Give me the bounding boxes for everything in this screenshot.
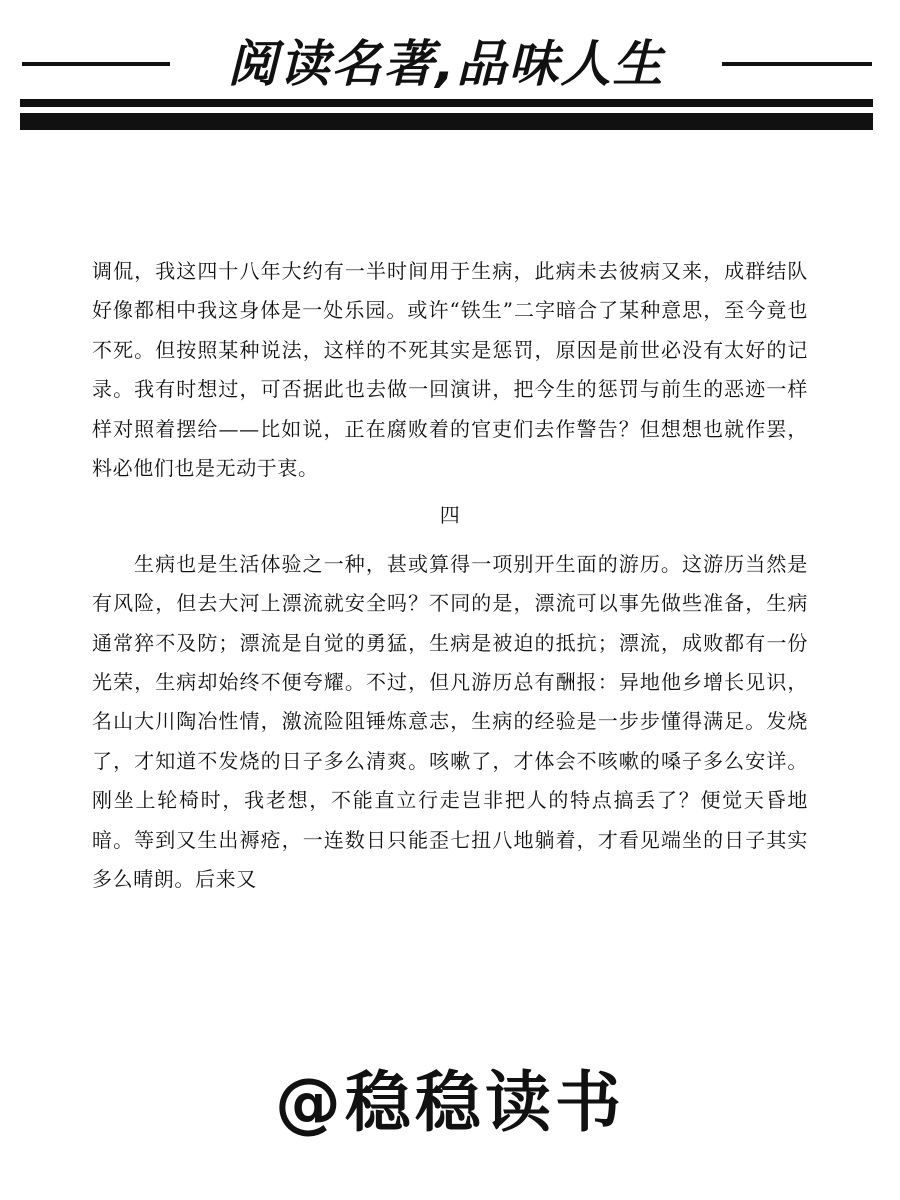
header-title: 阅读名著,品味人生 (227, 35, 665, 93)
page-header (0, 0, 900, 140)
article-body (92, 252, 808, 900)
header-thin-rule (20, 99, 873, 107)
section-number: 四 (439, 503, 461, 528)
header-right-line (722, 62, 872, 66)
author-watermark: @稳稳读书 (275, 1064, 625, 1141)
header-left-line (22, 62, 170, 66)
header-thick-rule (20, 113, 873, 130)
article-paragraph-2: 生病也是生活体验之一种，甚或算得一项别开生面的游历。这游历当然是有风险，但去大河上漂流就安全吗？不同的是，漂流可以事先做些准备，生病通常猝不及防；漂流是自觉的勇猛，生病是被迫的抵抗；漂流，成败都有一份光荣，生病却始终不便夸耀。不过，但凡游历总有酬报：异地他乡增长见识，名山大川陶冶性情，激流险阻锤炼意志，生病的经验是一步步懂得满足。发烧了，才知道不发烧的日子多么清爽。咳嗽了，才体会不咳嗽的嗓子多么安详。刚坐上轮椅时，我老想，不能直立行走岂非把人的特点搞丢了？便觉天昏地暗。等到又生出褥疮，一连数日只能歪七扭八地躺着，才看见端坐的日子其实多么晴朗。后来又 (92, 551, 808, 892)
article-paragraph-1: 调侃，我这四十八年大约有一半时间用于生病，此病未去彼病又来，成群结队好像都相中我这身体是一处乐园。或许“铁生”二字暗合了某种意思，至今竟也不死。但按照某种说法，这样的不死其实是惩罚，原因是前世必没有太好的记录。我有时想过，可否据此也去做一回演讲，把今生的惩罚与前生的恶迹一样样对照着摆给——比如说，正在腐败着的官吏们去作警告？但想想也就作罢，料必他们也是无动于衷。 (92, 259, 808, 481)
